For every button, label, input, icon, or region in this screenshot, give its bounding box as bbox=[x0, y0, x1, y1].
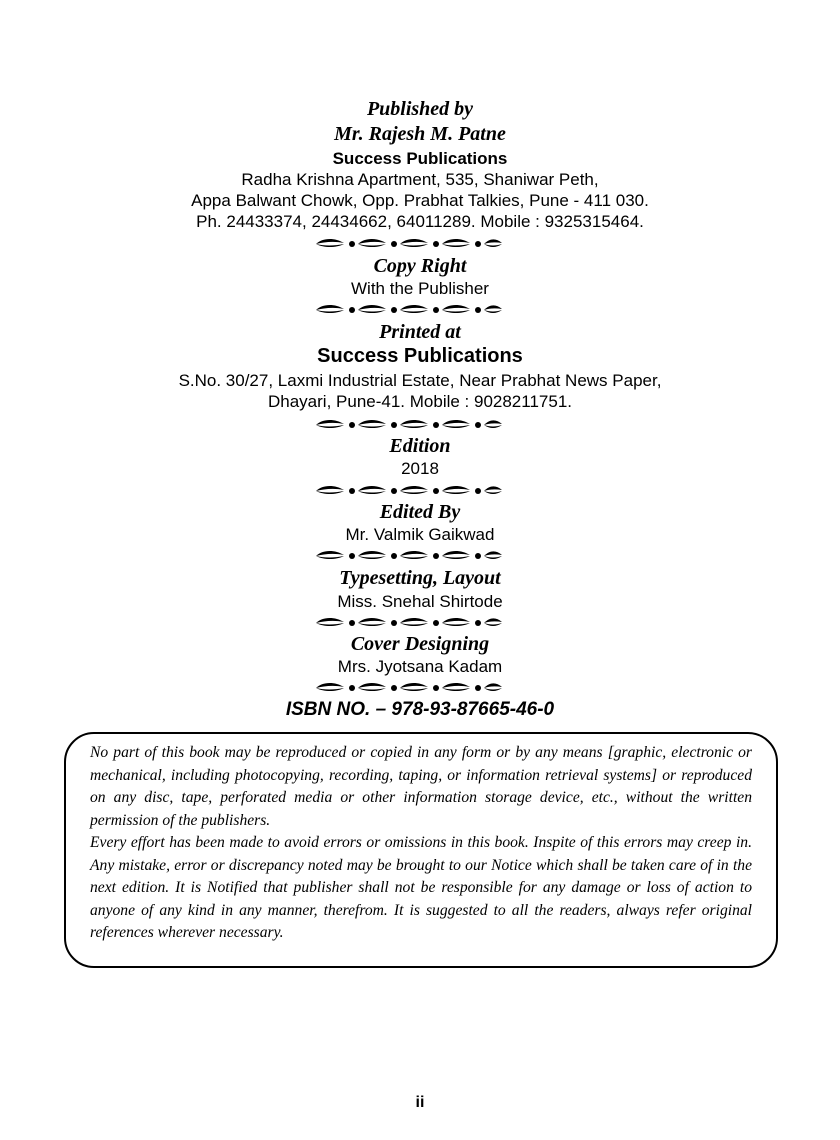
leaf-dot-divider-icon bbox=[314, 680, 504, 696]
edition-year: 2018 bbox=[401, 459, 439, 478]
copyright-holder: With the Publisher bbox=[351, 279, 489, 298]
leaf-dot-divider-icon bbox=[314, 302, 504, 318]
published-by-heading: Published by bbox=[366, 98, 474, 120]
publisher-address-line-1: Radha Krishna Apartment, 535, Shaniwar Peth, bbox=[241, 170, 599, 189]
cover-designer-name: Mrs. Jyotsana Kadam bbox=[337, 657, 503, 676]
leaf-dot-divider-icon bbox=[314, 236, 504, 252]
typesetting-heading: Typesetting, Layout bbox=[339, 567, 501, 589]
leaf-dot-divider-icon bbox=[314, 548, 504, 564]
printer-company: Success Publications bbox=[317, 345, 523, 367]
publisher-address-line-2: Appa Balwant Chowk, Opp. Prabhat Talkies, Pune - 411 030. bbox=[191, 191, 649, 210]
publisher-name: Mr. Rajesh M. Patne bbox=[334, 123, 506, 145]
typesetter-name: Miss. Snehal Shirtode bbox=[337, 592, 503, 611]
cover-designing-heading: Cover Designing bbox=[350, 633, 490, 655]
edited-by-heading: Edited By bbox=[379, 501, 461, 523]
disclaimer-errors-notice: Every effort has been made to avoid errors or omissions in this book. Inspite of this errors may creep in. Any mistake, error or discrepancy noted may be brought to our Notice which shall be taken care of in the next edition. It is Notified that publisher shall not be responsible for any damage or loss of action to anyone of any kind in any manner, therefrom. It is suggested to all the readers, always refer original references wherever necessary. bbox=[90, 834, 752, 941]
leaf-dot-divider-icon bbox=[314, 417, 504, 433]
leaf-dot-divider-icon bbox=[314, 615, 504, 631]
editor-name: Mr. Valmik Gaikwad bbox=[345, 525, 495, 544]
leaf-dot-divider-icon bbox=[314, 483, 504, 499]
disclaimer-reproduction-notice: No part of this book may be reproduced or copied in any form or by any means [graphic, electronic or mechanical, including photocopying, recording, taping, or information retrieval systems] or reproduced on any disc, tape, perforated media or other information storage device, etc., without the written permission of the publishers. bbox=[90, 744, 752, 829]
edition-heading: Edition bbox=[389, 435, 451, 457]
printer-address-line-2: Dhayari, Pune-41. Mobile : 9028211751. bbox=[268, 392, 572, 411]
publisher-company: Success Publications bbox=[332, 149, 508, 168]
publisher-phone-line: Ph. 24433374, 24434662, 64011289. Mobile : 9325315464. bbox=[196, 212, 644, 231]
page-number: ii bbox=[415, 1094, 425, 1111]
disclaimer-box bbox=[64, 732, 778, 968]
printed-at-heading: Printed at bbox=[379, 321, 461, 343]
copyright-heading: Copy Right bbox=[373, 255, 467, 277]
printer-address-line-1: S.No. 30/27, Laxmi Industrial Estate, Near Prabhat News Paper, bbox=[178, 371, 662, 390]
isbn-number: ISBN NO. – 978-93-87665-46-0 bbox=[285, 699, 555, 720]
